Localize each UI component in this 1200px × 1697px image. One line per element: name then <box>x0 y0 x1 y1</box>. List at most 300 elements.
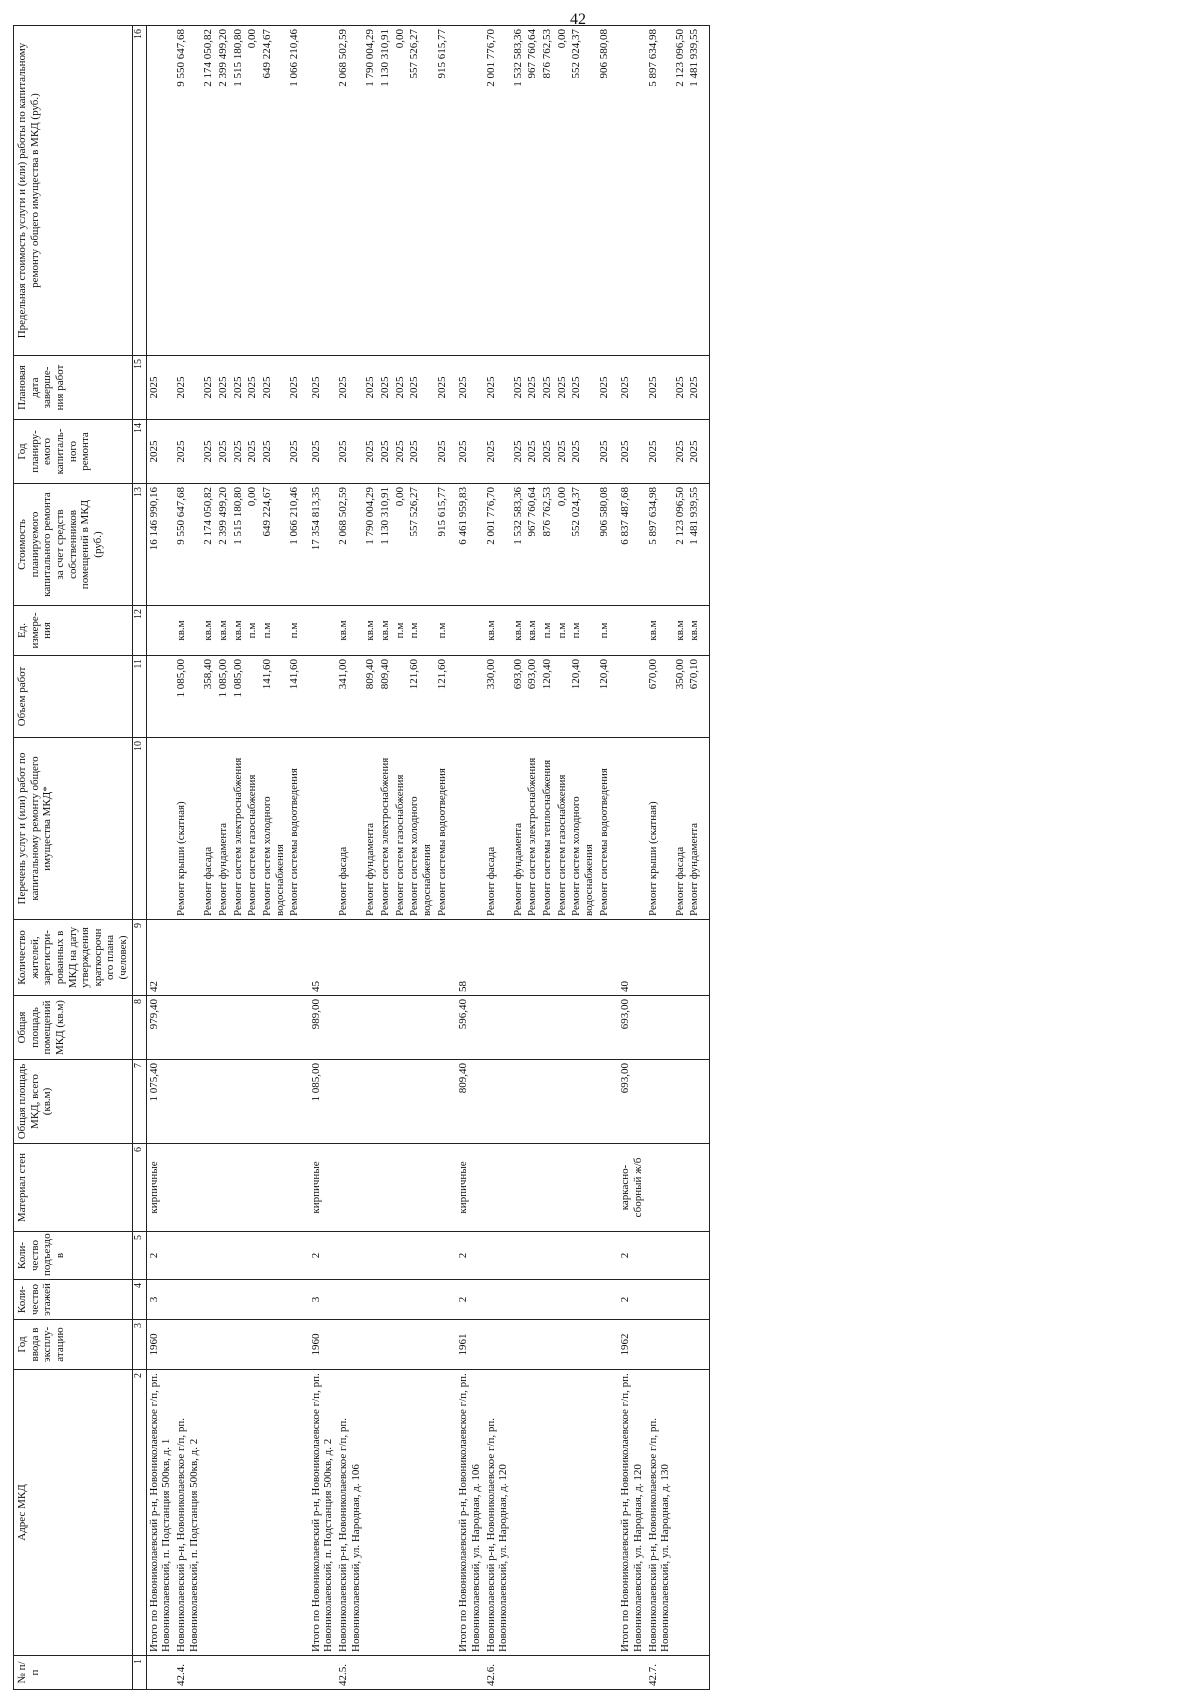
work-limit: 915 615,77 <box>435 26 450 356</box>
work-year: 2025 <box>216 420 231 484</box>
empty-cell <box>378 996 393 1060</box>
empty-cell <box>687 1656 702 1690</box>
empty-cell <box>174 920 201 996</box>
empty-cell <box>260 1320 287 1370</box>
work-volume: 141,60 <box>287 656 302 738</box>
work-limit: 1 066 210,46 <box>287 26 302 356</box>
group-gap <box>611 26 618 1690</box>
work-cost: 1 790 004,29 <box>363 484 378 606</box>
row-number: 42.5. <box>336 1656 363 1690</box>
empty-cell <box>302 356 309 420</box>
empty-cell <box>245 920 260 996</box>
work-row <box>673 26 688 1690</box>
row-number: 42.7. <box>646 1656 673 1690</box>
empty-cell <box>393 996 408 1060</box>
total-end-date: 2025 <box>309 356 336 420</box>
work-date: 2025 <box>435 356 450 420</box>
work-year: 2025 <box>363 420 378 484</box>
column-number: 6 <box>132 1144 146 1232</box>
empty-cell <box>611 656 618 738</box>
empty-cell <box>378 1370 393 1656</box>
empty-cell <box>449 920 456 996</box>
total-row <box>146 26 174 1690</box>
empty-cell <box>673 996 688 1060</box>
empty-cell <box>336 1144 363 1232</box>
empty-cell <box>540 1144 555 1232</box>
work-limit: 1 130 310,91 <box>378 26 393 356</box>
work-volume: 670,10 <box>687 656 702 738</box>
empty-cell <box>525 920 540 996</box>
empty-cell <box>287 920 302 996</box>
empty-cell <box>378 1232 393 1280</box>
empty-cell <box>484 1232 511 1280</box>
empty-cell <box>511 1320 526 1370</box>
work-name: Ремонт систем электроснабжения <box>525 738 540 920</box>
column-number: 10 <box>132 738 146 920</box>
empty-cell <box>302 1144 309 1232</box>
empty-cell <box>449 1144 456 1232</box>
row-number: 42.4. <box>174 1656 201 1690</box>
empty-cell <box>569 1144 596 1232</box>
work-unit: кв.м <box>511 606 526 656</box>
empty-cell <box>407 1060 434 1144</box>
empty-cell <box>702 356 710 420</box>
empty-cell <box>673 1232 688 1280</box>
column-header: Адрес МКД <box>14 1370 133 1656</box>
work-unit: п.м <box>555 606 570 656</box>
empty-cell <box>597 1232 612 1280</box>
empty-cell <box>146 738 174 920</box>
empty-cell <box>260 1280 287 1320</box>
empty-cell <box>449 420 456 484</box>
work-date: 2025 <box>363 356 378 420</box>
empty-cell <box>611 26 618 356</box>
empty-cell <box>449 1280 456 1320</box>
work-name: Ремонт фасада <box>673 738 688 920</box>
empty-cell <box>407 1656 434 1690</box>
empty-cell <box>201 1656 216 1690</box>
empty-cell <box>378 1320 393 1370</box>
work-year: 2025 <box>245 420 260 484</box>
empty-cell <box>618 1656 645 1690</box>
work-name: Ремонт системы водоотведения <box>597 738 612 920</box>
column-number: 3 <box>132 1320 146 1370</box>
total-residents: 40 <box>618 920 645 996</box>
empty-cell <box>245 1280 260 1320</box>
empty-cell <box>555 1060 570 1144</box>
total-cost: 17 354 813,35 <box>309 484 336 606</box>
column-number: 11 <box>132 656 146 738</box>
work-name: Ремонт систем газоснабжения <box>555 738 570 920</box>
empty-cell <box>569 996 596 1060</box>
empty-cell <box>540 1370 555 1656</box>
empty-cell <box>201 1232 216 1280</box>
empty-cell <box>687 1232 702 1280</box>
total-row <box>618 26 645 1690</box>
empty-cell <box>449 1370 456 1656</box>
empty-cell <box>597 996 612 1060</box>
empty-cell <box>363 1280 378 1320</box>
empty-cell <box>569 1656 596 1690</box>
empty-cell <box>260 1232 287 1280</box>
work-name: Ремонт систем газоснабжения <box>245 738 260 920</box>
empty-cell <box>611 1280 618 1320</box>
empty-cell <box>146 606 174 656</box>
empty-cell <box>511 1060 526 1144</box>
empty-cell <box>484 996 511 1060</box>
empty-cell <box>363 1370 378 1656</box>
table-header <box>14 26 147 1690</box>
work-cost: 2 001 776,70 <box>484 484 511 606</box>
work-limit: 0,00 <box>393 26 408 356</box>
empty-cell <box>687 1370 702 1656</box>
empty-cell <box>540 1060 555 1144</box>
total-year: 1961 <box>456 1320 483 1370</box>
empty-cell <box>260 1144 287 1232</box>
empty-cell <box>336 1320 363 1370</box>
total-floors: 3 <box>309 1280 336 1320</box>
empty-cell <box>336 1280 363 1320</box>
empty-cell <box>435 996 450 1060</box>
work-name: Ремонт систем газоснабжения <box>393 738 408 920</box>
work-cost: 2 174 050,82 <box>201 484 216 606</box>
empty-cell <box>646 996 673 1060</box>
empty-cell <box>216 1060 231 1144</box>
total-area-total: 693,00 <box>618 1060 645 1144</box>
work-date: 2025 <box>216 356 231 420</box>
total-year: 1960 <box>309 1320 336 1370</box>
empty-cell <box>555 920 570 996</box>
empty-cell <box>611 1656 618 1690</box>
empty-cell <box>245 1320 260 1370</box>
empty-cell <box>618 656 645 738</box>
work-cost: 557 526,27 <box>407 484 434 606</box>
empty-cell <box>555 1320 570 1370</box>
empty-cell <box>245 1144 260 1232</box>
work-unit: п.м <box>597 606 612 656</box>
work-name: Ремонт систем холодного водоснабжения <box>260 738 287 920</box>
empty-cell <box>393 1656 408 1690</box>
empty-cell <box>525 1656 540 1690</box>
work-year: 2025 <box>174 420 201 484</box>
work-year: 2025 <box>336 420 363 484</box>
empty-cell <box>597 1060 612 1144</box>
work-limit: 2 068 502,59 <box>336 26 363 356</box>
empty-cell <box>611 1144 618 1232</box>
column-number: 12 <box>132 606 146 656</box>
empty-cell <box>245 1232 260 1280</box>
column-number: 5 <box>132 1232 146 1280</box>
work-cost: 1 515 180,80 <box>231 484 246 606</box>
empty-cell <box>646 1144 673 1232</box>
column-header: Коли-чество подъездо в <box>14 1232 133 1280</box>
empty-cell <box>231 1144 246 1232</box>
column-header: № п/п <box>14 1656 133 1690</box>
empty-cell <box>687 1320 702 1370</box>
work-date: 2025 <box>336 356 363 420</box>
empty-cell <box>302 996 309 1060</box>
work-limit: 1 790 004,29 <box>363 26 378 356</box>
empty-cell <box>231 1320 246 1370</box>
empty-cell <box>702 1060 710 1144</box>
empty-cell <box>702 738 710 920</box>
empty-cell <box>511 920 526 996</box>
empty-cell <box>260 1656 287 1690</box>
total-address: Итого по Новониколаевский р-н, Новониколаевское г/п, рп. Новониколаевский, ул. Народная, д. 106 <box>456 1370 483 1656</box>
work-volume: 121,60 <box>435 656 450 738</box>
empty-cell <box>216 1656 231 1690</box>
empty-cell <box>540 1280 555 1320</box>
work-unit: п.м <box>569 606 596 656</box>
group-gap <box>302 26 309 1690</box>
empty-cell <box>569 1060 596 1144</box>
empty-cell <box>540 996 555 1060</box>
empty-cell <box>363 1656 378 1690</box>
column-number: 1 <box>132 1656 146 1690</box>
empty-cell <box>216 920 231 996</box>
empty-cell <box>673 1060 688 1144</box>
work-name: Ремонт систем электроснабжения <box>378 738 393 920</box>
empty-cell <box>611 738 618 920</box>
empty-cell <box>245 1060 260 1144</box>
work-date: 2025 <box>540 356 555 420</box>
empty-cell <box>174 1280 201 1320</box>
empty-cell <box>435 1144 450 1232</box>
total-plan-year: 2025 <box>618 420 645 484</box>
empty-cell <box>378 920 393 996</box>
work-name: Ремонт фундамента <box>216 738 231 920</box>
work-date: 2025 <box>597 356 612 420</box>
empty-cell <box>702 1656 710 1690</box>
empty-cell <box>484 1280 511 1320</box>
work-unit: кв.м <box>336 606 363 656</box>
empty-cell <box>309 1656 336 1690</box>
total-plan-year: 2025 <box>456 420 483 484</box>
total-plan-year: 2025 <box>146 420 174 484</box>
empty-cell <box>555 1144 570 1232</box>
empty-cell <box>456 1656 483 1690</box>
empty-cell <box>302 606 309 656</box>
work-row <box>540 26 555 1690</box>
work-year: 2025 <box>407 420 434 484</box>
work-limit: 2 399 499,20 <box>216 26 231 356</box>
empty-cell <box>363 1144 378 1232</box>
column-header: Коли-чество этажей <box>14 1280 133 1320</box>
work-name: Ремонт системы водоотведения <box>435 738 450 920</box>
work-row <box>511 26 526 1690</box>
work-limit: 2 001 776,70 <box>484 26 511 356</box>
total-cost: 6 837 487,68 <box>618 484 645 606</box>
empty-cell <box>456 738 483 920</box>
empty-cell <box>201 1060 216 1144</box>
work-limit: 649 224,67 <box>260 26 287 356</box>
empty-cell <box>646 1232 673 1280</box>
column-number: 13 <box>132 484 146 606</box>
work-row <box>555 26 570 1690</box>
empty-cell <box>393 920 408 996</box>
work-volume: 1 085,00 <box>174 656 201 738</box>
empty-cell <box>302 738 309 920</box>
work-cost: 5 897 634,98 <box>646 484 673 606</box>
empty-cell <box>511 1144 526 1232</box>
empty-cell <box>484 920 511 996</box>
work-row <box>201 26 216 1690</box>
work-volume: 1 085,00 <box>216 656 231 738</box>
empty-cell <box>525 1280 540 1320</box>
work-year: 2025 <box>540 420 555 484</box>
empty-cell <box>174 1232 201 1280</box>
work-cost: 2 399 499,20 <box>216 484 231 606</box>
work-year: 2025 <box>201 420 216 484</box>
empty-cell <box>702 996 710 1060</box>
column-number: 8 <box>132 996 146 1060</box>
work-limit: 2 174 050,82 <box>201 26 216 356</box>
work-volume <box>393 656 408 738</box>
empty-cell <box>597 1656 612 1690</box>
work-limit: 906 580,08 <box>597 26 612 356</box>
work-unit: кв.м <box>646 606 673 656</box>
empty-cell <box>363 996 378 1060</box>
total-floors: 3 <box>146 1280 174 1320</box>
work-row <box>597 26 612 1690</box>
empty-cell <box>309 26 336 356</box>
empty-cell <box>435 1320 450 1370</box>
work-limit: 5 897 634,98 <box>646 26 673 356</box>
work-cost: 1 066 210,46 <box>287 484 302 606</box>
empty-cell <box>611 484 618 606</box>
work-name: Ремонт систем холодного водоснабжения <box>569 738 596 920</box>
empty-cell <box>287 1320 302 1370</box>
empty-cell <box>435 1060 450 1144</box>
empty-cell <box>302 484 309 606</box>
work-year: 2025 <box>484 420 511 484</box>
building-address: Новониколаевский р-н, Новониколаевское г/п, рп. Новониколаевский, п. Подстанция 500кв, д. 2 <box>174 1370 201 1656</box>
work-year: 2025 <box>260 420 287 484</box>
empty-cell <box>309 656 336 738</box>
work-unit: п.м <box>393 606 408 656</box>
total-entrances: 2 <box>456 1232 483 1280</box>
work-cost: 2 068 502,59 <box>336 484 363 606</box>
total-year: 1962 <box>618 1320 645 1370</box>
empty-cell <box>245 1656 260 1690</box>
work-volume: 330,00 <box>484 656 511 738</box>
empty-cell <box>449 1320 456 1370</box>
empty-cell <box>646 1060 673 1144</box>
empty-cell <box>302 1320 309 1370</box>
group-gap <box>449 26 456 1690</box>
column-header: Общая площадь МКД, всего (кв.м) <box>14 1060 133 1144</box>
work-year: 2025 <box>511 420 526 484</box>
empty-cell <box>393 1060 408 1144</box>
work-limit: 0,00 <box>555 26 570 356</box>
work-name: Ремонт систем холодного водоснабжения <box>407 738 434 920</box>
work-row <box>174 26 201 1690</box>
work-date: 2025 <box>511 356 526 420</box>
building-address: Новониколаевский р-н, Новониколаевское г/п, рп. Новониколаевский, ул. Народная, д. 120 <box>484 1370 511 1656</box>
total-wall: кирпичные <box>456 1144 483 1232</box>
empty-cell <box>597 1370 612 1656</box>
empty-cell <box>611 920 618 996</box>
repair-plan-table <box>13 25 710 1690</box>
empty-cell <box>302 26 309 356</box>
total-area-rooms: 989,00 <box>309 996 336 1060</box>
page-number: 42 <box>570 11 586 28</box>
empty-cell <box>260 920 287 996</box>
work-name: Ремонт фундамента <box>687 738 702 920</box>
empty-cell <box>393 1370 408 1656</box>
empty-cell <box>646 1320 673 1370</box>
work-row <box>245 26 260 1690</box>
empty-cell <box>687 1280 702 1320</box>
table-body <box>146 26 709 1690</box>
total-area-rooms: 693,00 <box>618 996 645 1060</box>
work-unit: п.м <box>540 606 555 656</box>
work-name: Ремонт системы водоотведения <box>287 738 302 920</box>
work-cost: 649 224,67 <box>260 484 287 606</box>
empty-cell <box>393 1320 408 1370</box>
empty-cell <box>702 920 710 996</box>
total-area-rooms: 596,40 <box>456 996 483 1060</box>
empty-cell <box>174 1320 201 1370</box>
empty-cell <box>611 996 618 1060</box>
empty-cell <box>611 356 618 420</box>
empty-cell <box>449 356 456 420</box>
empty-cell <box>449 26 456 356</box>
empty-cell <box>511 1656 526 1690</box>
work-year: 2025 <box>597 420 612 484</box>
empty-cell <box>687 1144 702 1232</box>
empty-cell <box>540 920 555 996</box>
work-year: 2025 <box>555 420 570 484</box>
empty-cell <box>260 996 287 1060</box>
work-unit: кв.м <box>231 606 246 656</box>
column-header: Перечень услуг и (или) работ по капитальному ремонту общего имущества МКД* <box>14 738 133 920</box>
empty-cell <box>456 606 483 656</box>
work-unit: п.м <box>260 606 287 656</box>
empty-cell <box>449 1060 456 1144</box>
empty-cell <box>702 1370 710 1656</box>
column-header: Год ввода в эксплу-атацию <box>14 1320 133 1370</box>
work-volume: 120,40 <box>597 656 612 738</box>
empty-cell <box>687 920 702 996</box>
empty-cell <box>363 1232 378 1280</box>
total-area-total: 1 085,00 <box>309 1060 336 1144</box>
work-year: 2025 <box>231 420 246 484</box>
work-row <box>363 26 378 1690</box>
work-volume: 693,00 <box>511 656 526 738</box>
empty-cell <box>540 1320 555 1370</box>
capital-repair-plan-sheet <box>13 26 1188 1690</box>
total-address: Итого по Новониколаевский р-н, Новониколаевское г/п, рп. Новониколаевский, п. Подстанция 500кв, д. 1 <box>146 1370 174 1656</box>
work-limit: 1 532 583,36 <box>511 26 526 356</box>
empty-cell <box>302 1060 309 1144</box>
empty-cell <box>231 1656 246 1690</box>
empty-cell <box>231 996 246 1060</box>
empty-cell <box>309 738 336 920</box>
total-floors: 2 <box>456 1280 483 1320</box>
work-year: 2025 <box>435 420 450 484</box>
empty-cell <box>555 1232 570 1280</box>
empty-cell <box>336 920 363 996</box>
work-date: 2025 <box>245 356 260 420</box>
empty-cell <box>525 996 540 1060</box>
empty-cell <box>435 1656 450 1690</box>
empty-cell <box>216 1144 231 1232</box>
empty-cell <box>407 1320 434 1370</box>
total-end-date: 2025 <box>456 356 483 420</box>
work-name: Ремонт крыши (скатная) <box>646 738 673 920</box>
empty-cell <box>216 1320 231 1370</box>
